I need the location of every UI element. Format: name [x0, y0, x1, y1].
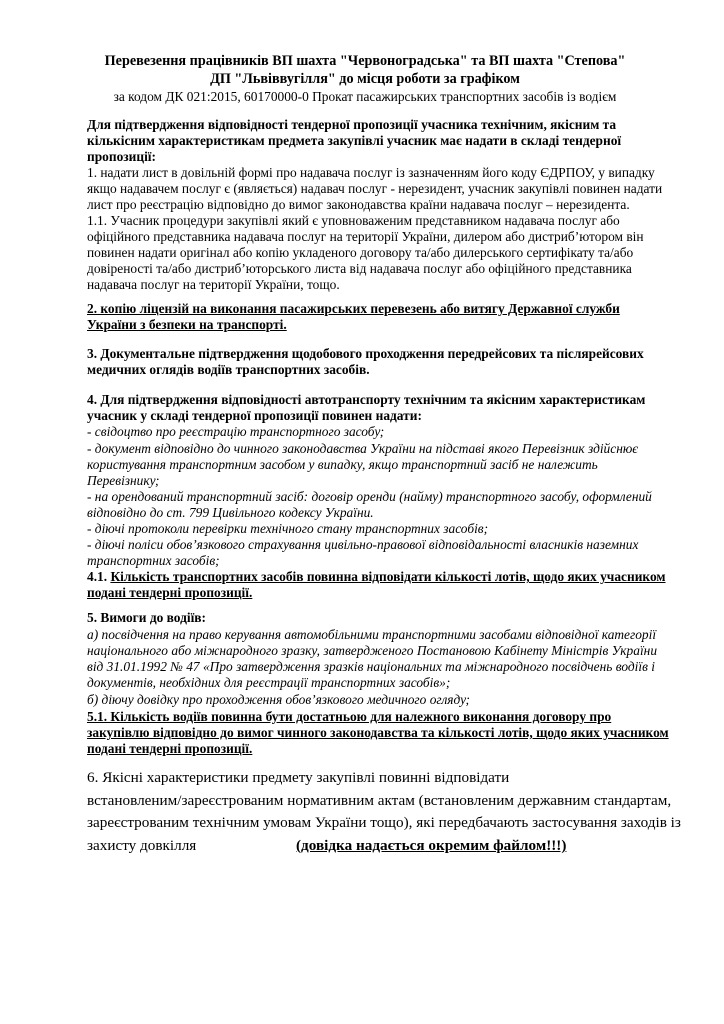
section-3-line-2: медичних оглядів водіїв транспортних засобів. — [87, 362, 370, 377]
item-1-1-line-1: 1.1. Учасник процедури закупівлі який є уповноваженим представником надавача послуг або — [87, 213, 620, 228]
section-2-line-2: України з безпеки на транспорті. — [87, 317, 287, 332]
section-4-item-5-line-2: транспортних засобів; — [87, 553, 220, 568]
document-title-line-1: Перевезення працівників ВП шахта "Червоноградська" та ВП шахта "Степова" — [104, 53, 626, 69]
document-subtitle: за кодом ДК 021:2015, 60170000-0 Прокат пасажирських транспортних засобів із водієм — [113, 89, 617, 104]
item-1-line-1: 1. надати лист в довільній формі про надавача послуг із зазначенням його коду ЄДРПОУ, у випадку — [87, 165, 655, 180]
section-4-item-3-line-2: відповідно до ст. 799 Цивільного кодексу України. — [87, 505, 374, 520]
section-4-heading-line-1: 4. Для підтвердження відповідності автотранспорту технічним та якісним характеристикам — [87, 392, 646, 407]
intro-heading-line-1: Для підтвердження відповідності тендерної пропозиції учасника технічним, якісним та — [87, 117, 617, 132]
section-5-1-line-1: 5.1. Кількість водіїв повинна бути достатньою для належного виконання договору про — [87, 709, 612, 724]
section-5-1-line-2: закупівлю відповідно до вимог чинного законодавства та кількості лотів, щодо яких учасником — [87, 725, 669, 740]
section-4-item-5-line-1: - діючі поліси обов’язкового страхування цивільно-правової відповідальності власників наземних — [87, 537, 639, 552]
section-2-line-1: 2. копію ліцензій на виконання пасажирських перевезень або витягу Державної служби — [87, 301, 620, 316]
section-4-item-3-line-1: - на орендований транспортний засіб: договір оренди (найму) транспортного засобу, оформлений — [87, 489, 652, 504]
item-1-1-line-2: офіційного представника надавача послуг на території України, дилером або дистриб’ютором він — [87, 229, 644, 244]
section-6-line-1: 6. Якісні характеристики предмету закупівлі повинні відповідати — [87, 769, 510, 786]
section-5-b: б) діючу довідку про проходження обов’язкового медичного огляду; — [87, 692, 470, 707]
section-5-a-line-4: документів, необхідних для реєстрації транспортних засобів»; — [87, 675, 451, 690]
section-3-line-1: 3. Документальне підтвердження щодобового проходження передрейсових та післярейсових — [87, 346, 644, 361]
intro-heading-line-3: пропозиції: — [87, 149, 156, 164]
section-4-item-2-line-1: - документ відповідно до чинного законодавства України на підставі якого Перевізник здійснює — [87, 441, 639, 456]
section-4-1-number: 4.1. — [87, 569, 111, 584]
section-6-line-4: захисту довкілля — [87, 837, 197, 854]
separate-file-note: (довідка надається окремим файлом!!!) — [296, 837, 567, 854]
section-4-item-1: - свідоцтво про реєстрацію транспортного засобу; — [87, 424, 385, 439]
section-6-line-3: зареєстрованим технічним умовам України тощо), які передбачають застосування заходів із — [87, 814, 681, 831]
section-5-a-line-3: від 31.01.1992 № 47 «Про затвердження зразків національних та міжнародного посвідчень водіїв і — [87, 659, 655, 674]
section-4-item-2-line-2: користування транспортним засобом у випадку, якщо транспортний засіб не належить — [87, 457, 598, 472]
section-4-1-line-2: подані тендерні пропозиції. — [87, 585, 253, 600]
section-5-1-line-3: подані тендерні пропозиції. — [87, 741, 253, 756]
section-4-1-text: Кількість транспортних засобів повинна відповідати кількості лотів, щодо яких учасником — [110, 569, 666, 584]
section-4-item-2-line-3: Перевізнику; — [87, 473, 160, 488]
section-6-line-2: встановленим/зареєстрованим нормативним актам (встановленим державним стандартам, — [87, 792, 672, 809]
section-5-a-line-2: національного або міжнародного зразку, затвердженого Постановою Кабінету Міністрів України — [87, 643, 658, 658]
item-1-line-2: якщо надавачем послуг є (являється) надавач послуг - нерезидент, учасник закупівлі повинен надати — [87, 181, 663, 196]
section-5-heading: 5. Вимоги до водіїв: — [87, 610, 206, 625]
section-5-a-line-1: а) посвідчення на право керування автомобільними транспортними засобами відповідної категорії — [87, 627, 657, 642]
intro-heading-line-2: кількісним характеристикам предмета закупівлі учасник має надати в складі тендерної — [87, 133, 622, 148]
item-1-1-line-3: повинен надати оригінал або копію укладеного договору та/або дилерського сертифікату та/або — [87, 245, 634, 260]
item-1-1-line-4: довіреності та/або дистриб’юторського листа від надавача послуг або офіційного представника — [87, 261, 632, 276]
item-1-1-line-5: надавача послуг на території України, тощо. — [87, 277, 340, 292]
document-title-line-2: ДП "Львіввугілля" до місця роботи за графіком — [210, 71, 520, 87]
item-1-line-3: лист про реєстрацію відповідно до вимог законодавства країни надавача послуг – нерезидента. — [87, 197, 630, 212]
section-4-1-line-1 — [87, 569, 666, 585]
section-4-item-4: - діючі протоколи перевірки технічного стану транспортних засобів; — [87, 521, 489, 536]
section-4-heading-line-2: учасник у складі тендерної пропозиції повинен надати: — [87, 408, 422, 423]
